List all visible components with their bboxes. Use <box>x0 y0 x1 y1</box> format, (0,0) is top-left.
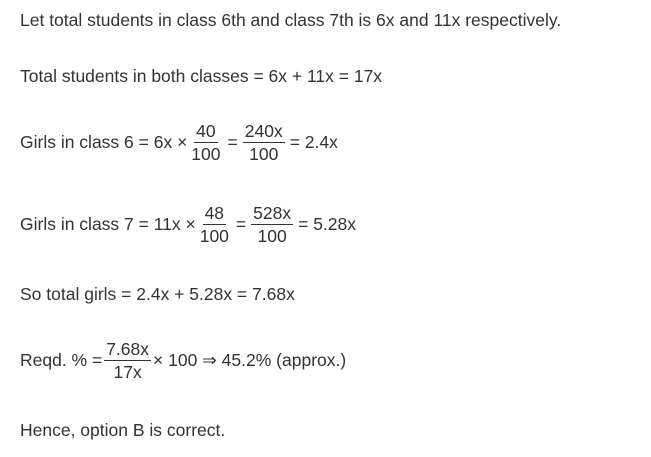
total-girls-text: So total girls = 2.4x + 5.28x = 7.68x <box>20 284 295 304</box>
girls7-fraction-1 <box>198 203 231 246</box>
equals-sign: = <box>235 214 247 234</box>
reqd-prefix: Reqd. % = <box>20 350 103 370</box>
fraction-numerator: 7.68x <box>106 339 150 359</box>
fraction-denominator: 17x <box>113 362 142 382</box>
girls-class7-equation <box>20 203 359 246</box>
fraction-denominator: 100 <box>257 226 287 246</box>
intro-text: Let total students in class 6th and class 7th is 6x and 11x respectively. <box>20 10 562 30</box>
conclusion-text: Hence, option B is correct. <box>20 420 226 440</box>
reqd-fraction <box>104 339 151 382</box>
girls7-prefix: Girls in class 7 = 11x × <box>20 214 196 234</box>
fraction-numerator: 240x <box>244 121 283 141</box>
fraction-numerator: 40 <box>196 121 216 141</box>
fraction-numerator: 48 <box>204 203 225 223</box>
girls6-prefix: Girls in class 6 = 6x × <box>20 132 188 152</box>
total-students-text: Total students in both classes = 6x + 11x = 17x <box>20 66 383 86</box>
equals-sign: = <box>227 132 238 152</box>
girls7-result: = 5.28x <box>298 214 357 234</box>
reqd-suffix: × 100 ⇒ 45.2% (approx.) <box>153 350 347 370</box>
fraction-numerator: 528x <box>253 203 292 223</box>
required-percent-equation <box>20 339 346 382</box>
girls6-fraction-2 <box>243 121 285 164</box>
girls6-result: = 2.4x <box>289 132 338 152</box>
fraction-denominator: 100 <box>249 144 279 164</box>
fraction-denominator: 100 <box>199 226 229 246</box>
girls6-fraction-1 <box>189 121 222 164</box>
girls7-fraction-2 <box>251 203 293 246</box>
girls-class6-equation <box>20 121 341 164</box>
fraction-denominator: 100 <box>191 144 221 164</box>
